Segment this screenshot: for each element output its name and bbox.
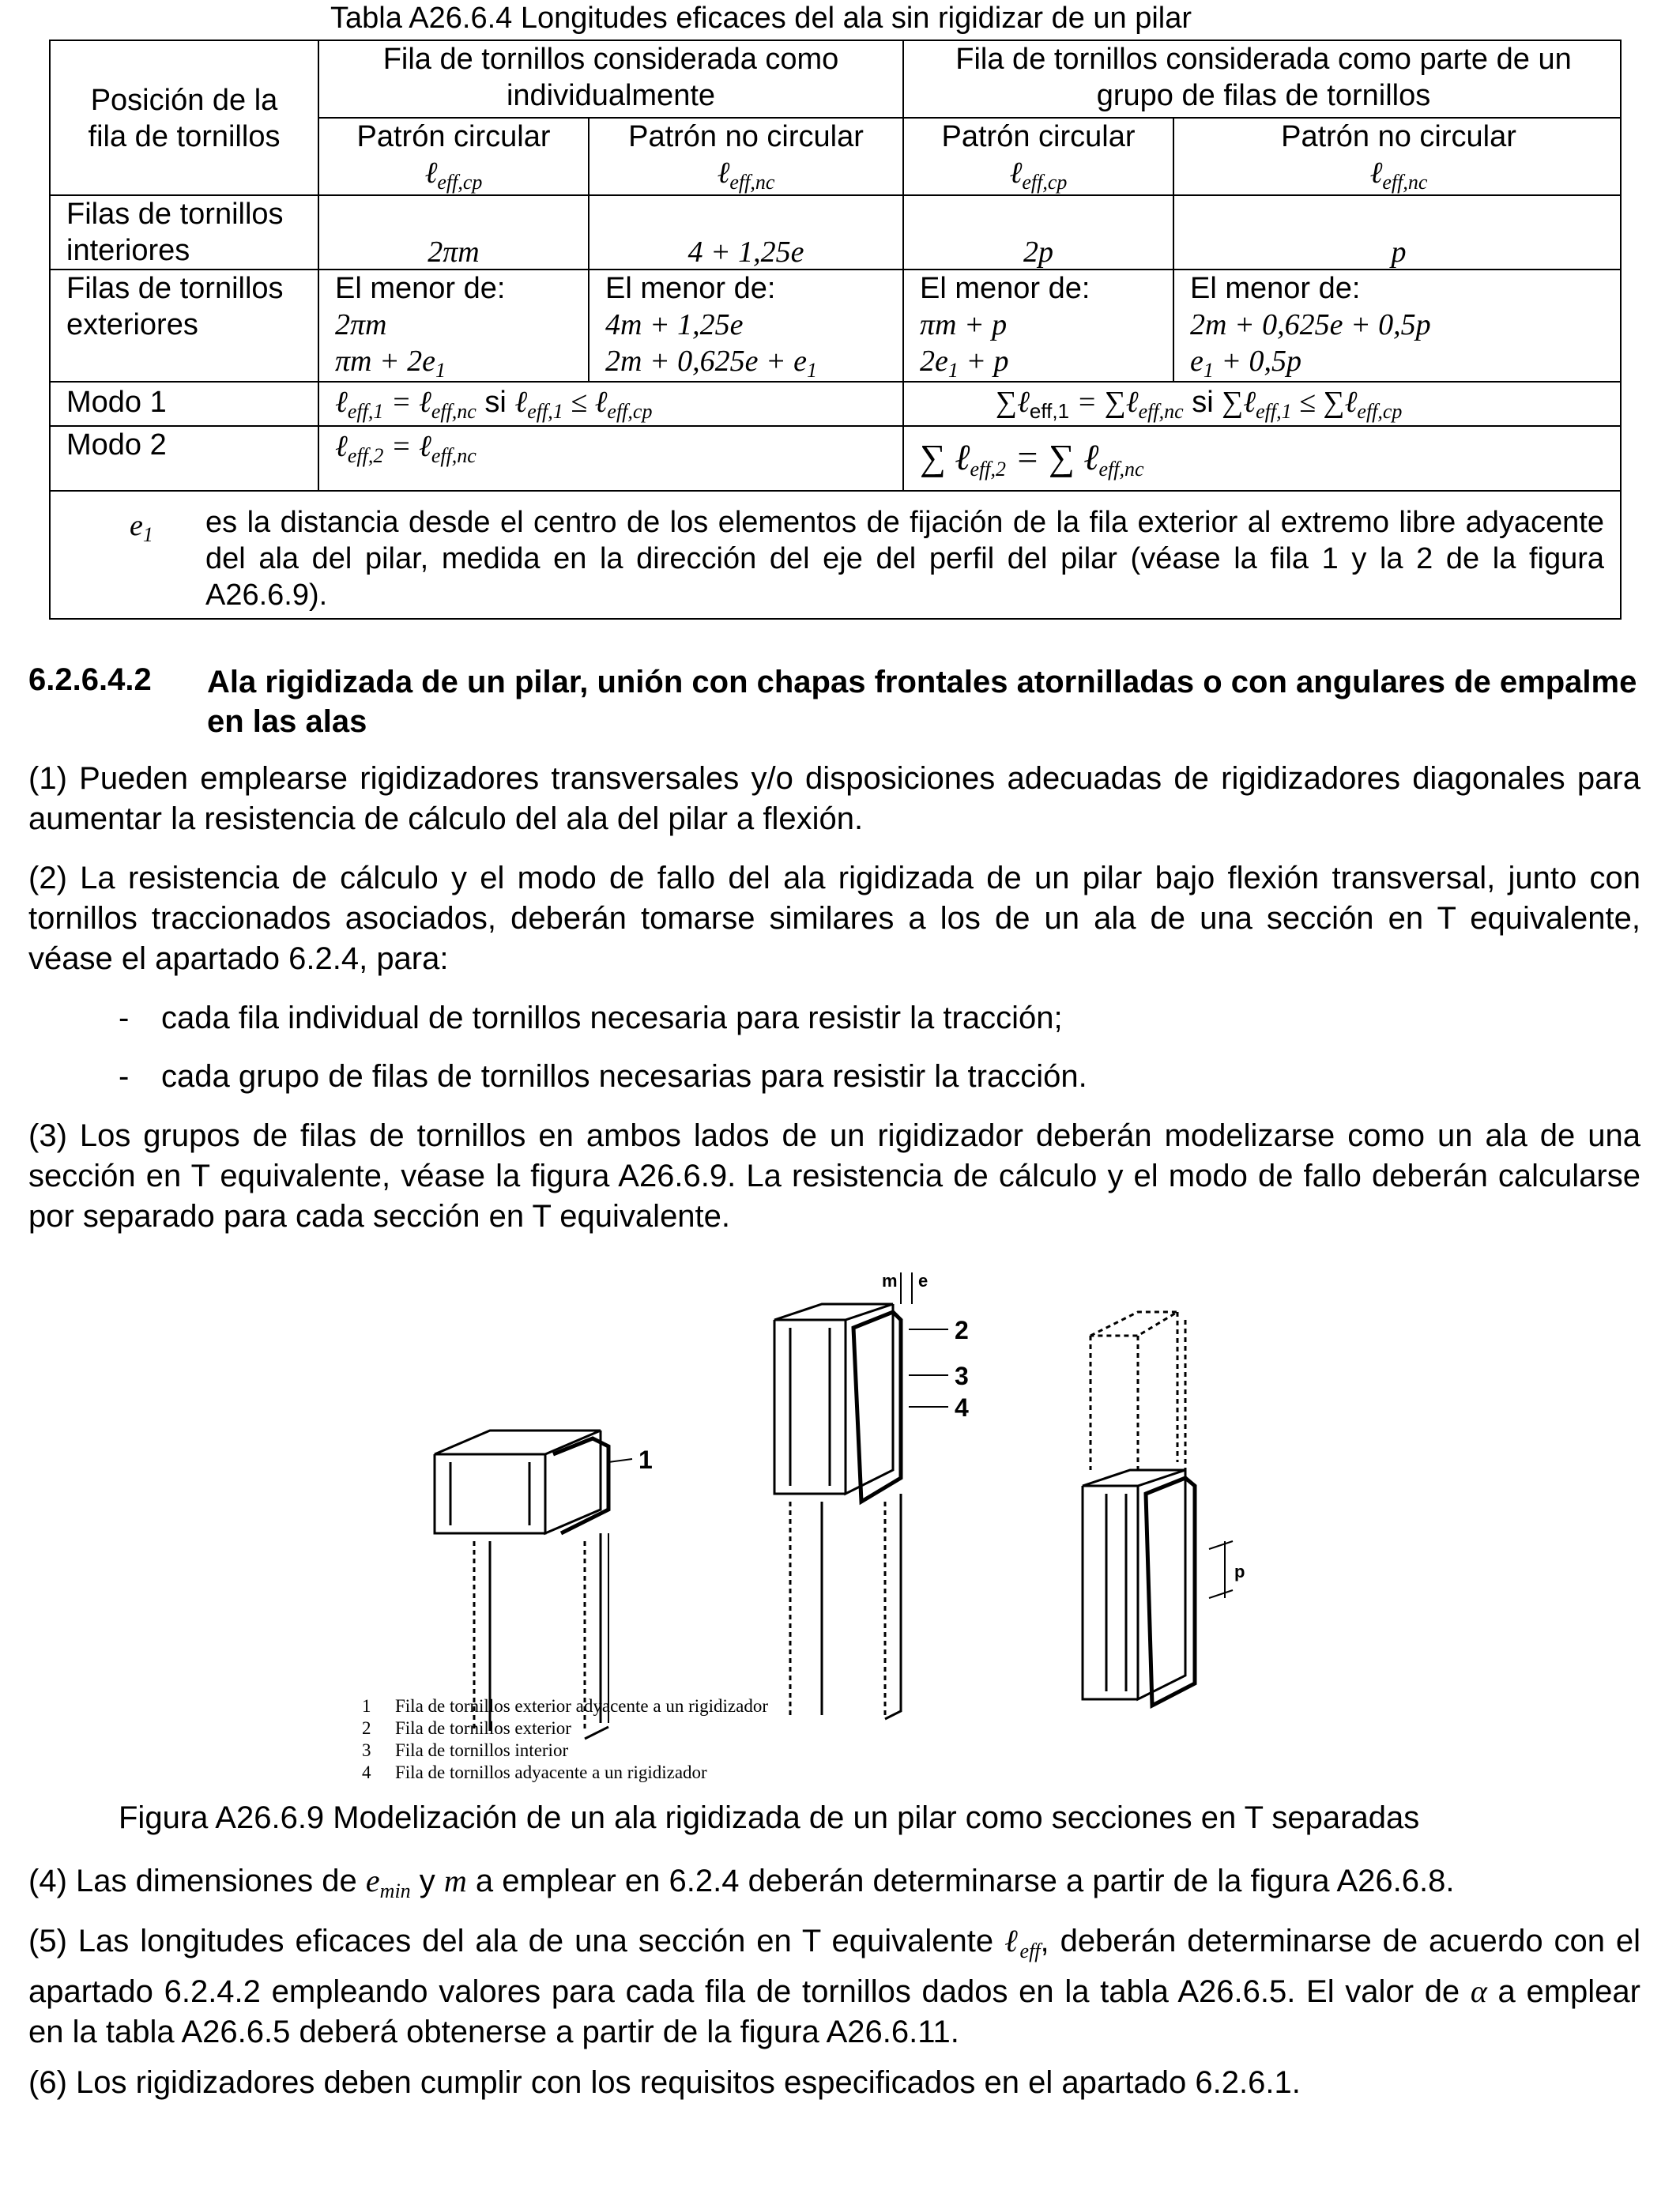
rule: [51, 490, 1620, 492]
int-ind-cp: 2πm: [428, 236, 480, 269]
column-left: [435, 1431, 632, 1739]
figure-caption: Figura A26.6.9 Modelización de un ala rigidizada de un pilar como secciones en T separadas: [119, 1800, 1420, 1835]
mode1-group: ∑ℓ$_{eff,1}$ = ∑ℓ$_{eff,nc}$ si ∑ℓ$_{eff,1}$ ≤ ∑ℓ$_{eff,cp}$: [996, 386, 1403, 423]
note-text: es la distancia desde el centro de los elementos de fijación de la fila exterior al extremo libre adyacente del ala del pilar, medida en la dirección del eje del perfil del pilar (véase la fila 1 y la 2 de la figura A26.6.9).: [205, 506, 1604, 612]
mode2-label: Modo 2: [66, 428, 167, 462]
bullet-dash: -: [119, 1001, 130, 1035]
label-4: 4: [955, 1393, 969, 1422]
int-grp-nc: p: [1391, 236, 1407, 269]
ext-ind-nc: El menor de: 4m + 1,25e $2m + 0,625e + e_1$: [605, 272, 817, 382]
paragraph-5: (5) Las longitudes eficaces del ala de una sección en T equivalente ℓ$_{eff}$, deberán determinarse de acuerdo con el apartado 6.2.4.2 empleando valores para cada fila de tornillos dados en la tabla A26.6.5. El valor de α a emplear en la tabla A26.6.5 deberá obtenerse a partir de la figura A26.6.11.: [28, 1923, 1641, 2049]
label-3: 3: [955, 1362, 969, 1390]
paragraph-6: (6) Los rigidizadores deben cumplir con los requisitos especificados en el apartado 6.2.6.1.: [28, 2065, 1301, 2100]
legend-item: 1 Fila de tornillos exterior adyacente a un rigidizador: [362, 1696, 768, 1716]
legend-item: 3 Fila de tornillos interior: [362, 1740, 569, 1760]
label-2: 2: [955, 1316, 969, 1344]
ext-ind-cp: El menor de: 2πm $\pi m + 2e_1$: [335, 272, 506, 382]
bullet-dash: -: [119, 1059, 130, 1094]
paragraph-4: (4) Las dimensiones de $e_{min}$ y m a emplear en 6.2.4 deberán determinarse a partir de la figura A26.6.8.: [28, 1863, 1455, 1902]
label-m: m: [882, 1272, 898, 1291]
row-interior-label: Filas de tornillos interiores: [66, 198, 284, 267]
paragraph-3: (3) Los grupos de filas de tornillos en ambos lados de un rigidizador deberán modelizarse como un ala de una sección en T equivalente, véase la figura A26.6.9. La resistencia de cálculo y el modo de fallo deberán calcularse por separado para cada sección en T equivalente.: [28, 1118, 1640, 1234]
table-title: Tabla A26.6.4 Longitudes eficaces del ala sin rigidizar de un pilar: [330, 2, 1192, 35]
mode1-label: Modo 1: [66, 386, 167, 419]
mode2-group: ∑ ℓ$_{eff,2}$ = ∑ ℓ$_{eff,nc}$: [920, 437, 1144, 481]
header-group: Fila de tornillos considerada como parte de un grupo de filas de tornillos: [955, 43, 1572, 112]
label-1: 1: [638, 1446, 653, 1474]
mode1-individual: ℓ$_{eff,1}$ = ℓ$_{eff,nc}$ si ℓ$_{eff,1}$ ≤ ℓ$_{eff,cp}$: [335, 386, 653, 423]
paragraph-2: (2) La resistencia de cálculo y el modo de fallo del ala rigidizada de un pilar bajo flexión transversal, junto con tornillos traccionados asociados, deberán tomarse similares a los de un ala de una sección en T equivalente, véase el apartado 6.2.4, para:: [28, 861, 1640, 976]
section-number: 6.2.6.4.2: [28, 662, 152, 697]
note-symbol: $e_1$: [130, 509, 153, 546]
int-ind-nc: 4 + 1,25e: [687, 236, 804, 269]
ext-grp-cp: El menor de: πm + p $2e_1 + p$: [920, 272, 1090, 382]
label-e: e: [918, 1272, 929, 1291]
ext-grp-nc: El menor de: 2m + 0,625e + 0,5p $e_1 + 0,5p$: [1190, 272, 1431, 382]
legend-item: 4 Fila de tornillos adyacente a un rigidizador: [362, 1762, 707, 1782]
int-grp-cp: 2p: [1023, 236, 1053, 269]
paragraph-1: (1) Pueden emplearse rigidizadores transversales y/o disposiciones adecuadas de rigidizadores diagonales para aumentar la resistencia de cálculo del ala del pilar a flexión.: [28, 761, 1640, 836]
section-title: Ala rigidizada de un pilar, unión con chapas frontales atornilladas o con angulares de empalme en las alas: [207, 665, 1637, 739]
header-position: Posición de la fila de tornillos: [88, 84, 281, 153]
bullet-1: cada fila individual de tornillos necesaria para resistir la tracción;: [161, 1001, 1063, 1035]
header-ind-circular: Patrón circular ℓ$_{eff,cp}$: [356, 120, 551, 194]
bullet-2: cada grupo de filas de tornillos necesarias para resistir la tracción.: [161, 1059, 1087, 1094]
header-ind-noncircular: Patrón no circular ℓ$_{eff,nc}$: [628, 120, 864, 194]
column-right: [1083, 1312, 1233, 1706]
mode2-individual: ℓ$_{eff,2}$ = ℓ$_{eff,nc}$: [335, 430, 477, 467]
column-middle: [774, 1272, 948, 1719]
effective-lengths-table: [49, 40, 1622, 620]
header-individual: Fila de tornillos considerada como individualmente: [382, 43, 839, 112]
header-grp-noncircular: Patrón no circular ℓ$_{eff,nc}$: [1281, 120, 1516, 194]
legend-item: 2 Fila de tornillos exterior: [362, 1718, 571, 1738]
header-grp-circular: Patrón circular ℓ$_{eff,cp}$: [941, 120, 1136, 194]
row-exterior-label: Filas de tornillos exteriores: [66, 272, 284, 341]
label-p: p: [1234, 1562, 1245, 1581]
